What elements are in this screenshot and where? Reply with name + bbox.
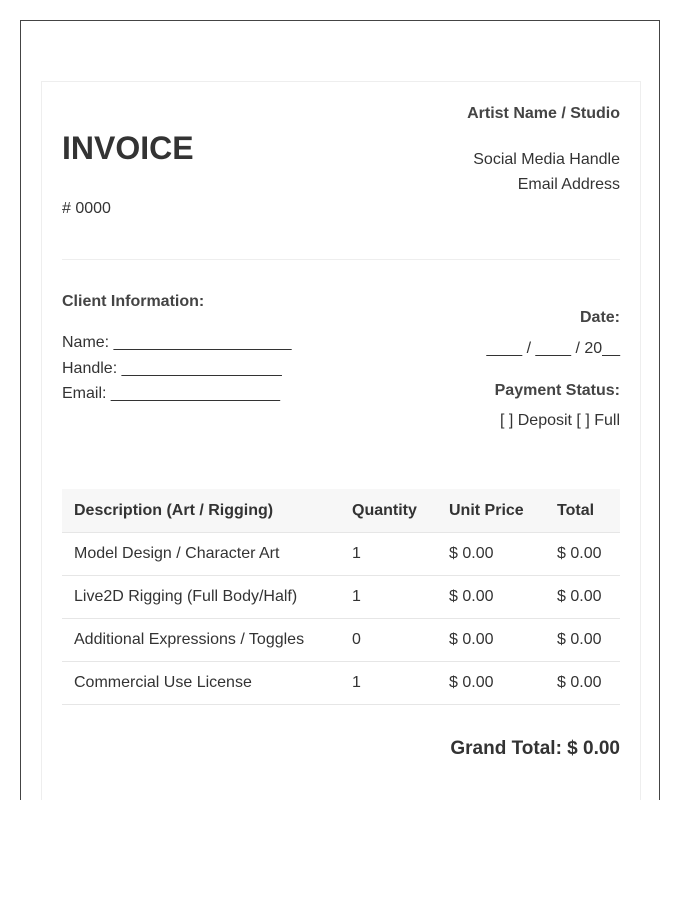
row-total: $ 0.00 <box>545 662 620 705</box>
date-payment-block <box>487 309 620 430</box>
table-header-row <box>62 489 620 533</box>
client-handle-field: Handle: __________________ <box>62 360 282 377</box>
client-info-heading: Client Information: <box>62 293 205 310</box>
client-name-field: Name: ____________________ <box>62 334 292 351</box>
header-quantity: Quantity <box>340 489 437 533</box>
row-quantity: 1 <box>340 576 437 619</box>
row-description: Additional Expressions / Toggles <box>62 619 340 662</box>
row-total: $ 0.00 <box>545 576 620 619</box>
row-unit-price: $ 0.00 <box>437 533 545 576</box>
row-quantity: 0 <box>340 619 437 662</box>
header-total: Total <box>545 489 620 533</box>
row-unit-price: $ 0.00 <box>437 662 545 705</box>
row-quantity: 1 <box>340 533 437 576</box>
artist-email: Email Address <box>517 176 620 193</box>
row-unit-price: $ 0.00 <box>437 619 545 662</box>
table-row <box>62 533 620 576</box>
client-email-field: Email: ___________________ <box>62 385 280 402</box>
header-description: Description (Art / Rigging) <box>62 489 340 533</box>
artist-info <box>467 105 620 197</box>
row-description: Live2D Rigging (Full Body/Half) <box>62 576 340 619</box>
row-total: $ 0.00 <box>545 533 620 576</box>
date-label: Date: <box>579 309 620 326</box>
row-quantity: 1 <box>340 662 437 705</box>
table-row <box>62 576 620 619</box>
row-description: Model Design / Character Art <box>62 533 340 576</box>
payment-status-value: [ ] Deposit [ ] Full <box>499 412 620 429</box>
date-value: ____ / ____ / 20__ <box>486 340 620 357</box>
header-unit-price: Unit Price <box>437 489 545 533</box>
grand-total: Grand Total: $ 0.00 <box>450 738 620 759</box>
invoice-title: INVOICE <box>62 130 194 166</box>
invoice-number: # 0000 <box>62 200 111 217</box>
table-row <box>62 662 620 705</box>
row-total: $ 0.00 <box>545 619 620 662</box>
row-description: Commercial Use License <box>62 662 340 705</box>
artist-name: Artist Name / Studio <box>467 105 620 122</box>
line-items-table <box>62 489 620 705</box>
header-divider <box>62 259 620 260</box>
artist-social-handle: Social Media Handle <box>473 151 620 168</box>
payment-status-label: Payment Status: <box>494 382 620 399</box>
row-unit-price: $ 0.00 <box>437 576 545 619</box>
table-row <box>62 619 620 662</box>
